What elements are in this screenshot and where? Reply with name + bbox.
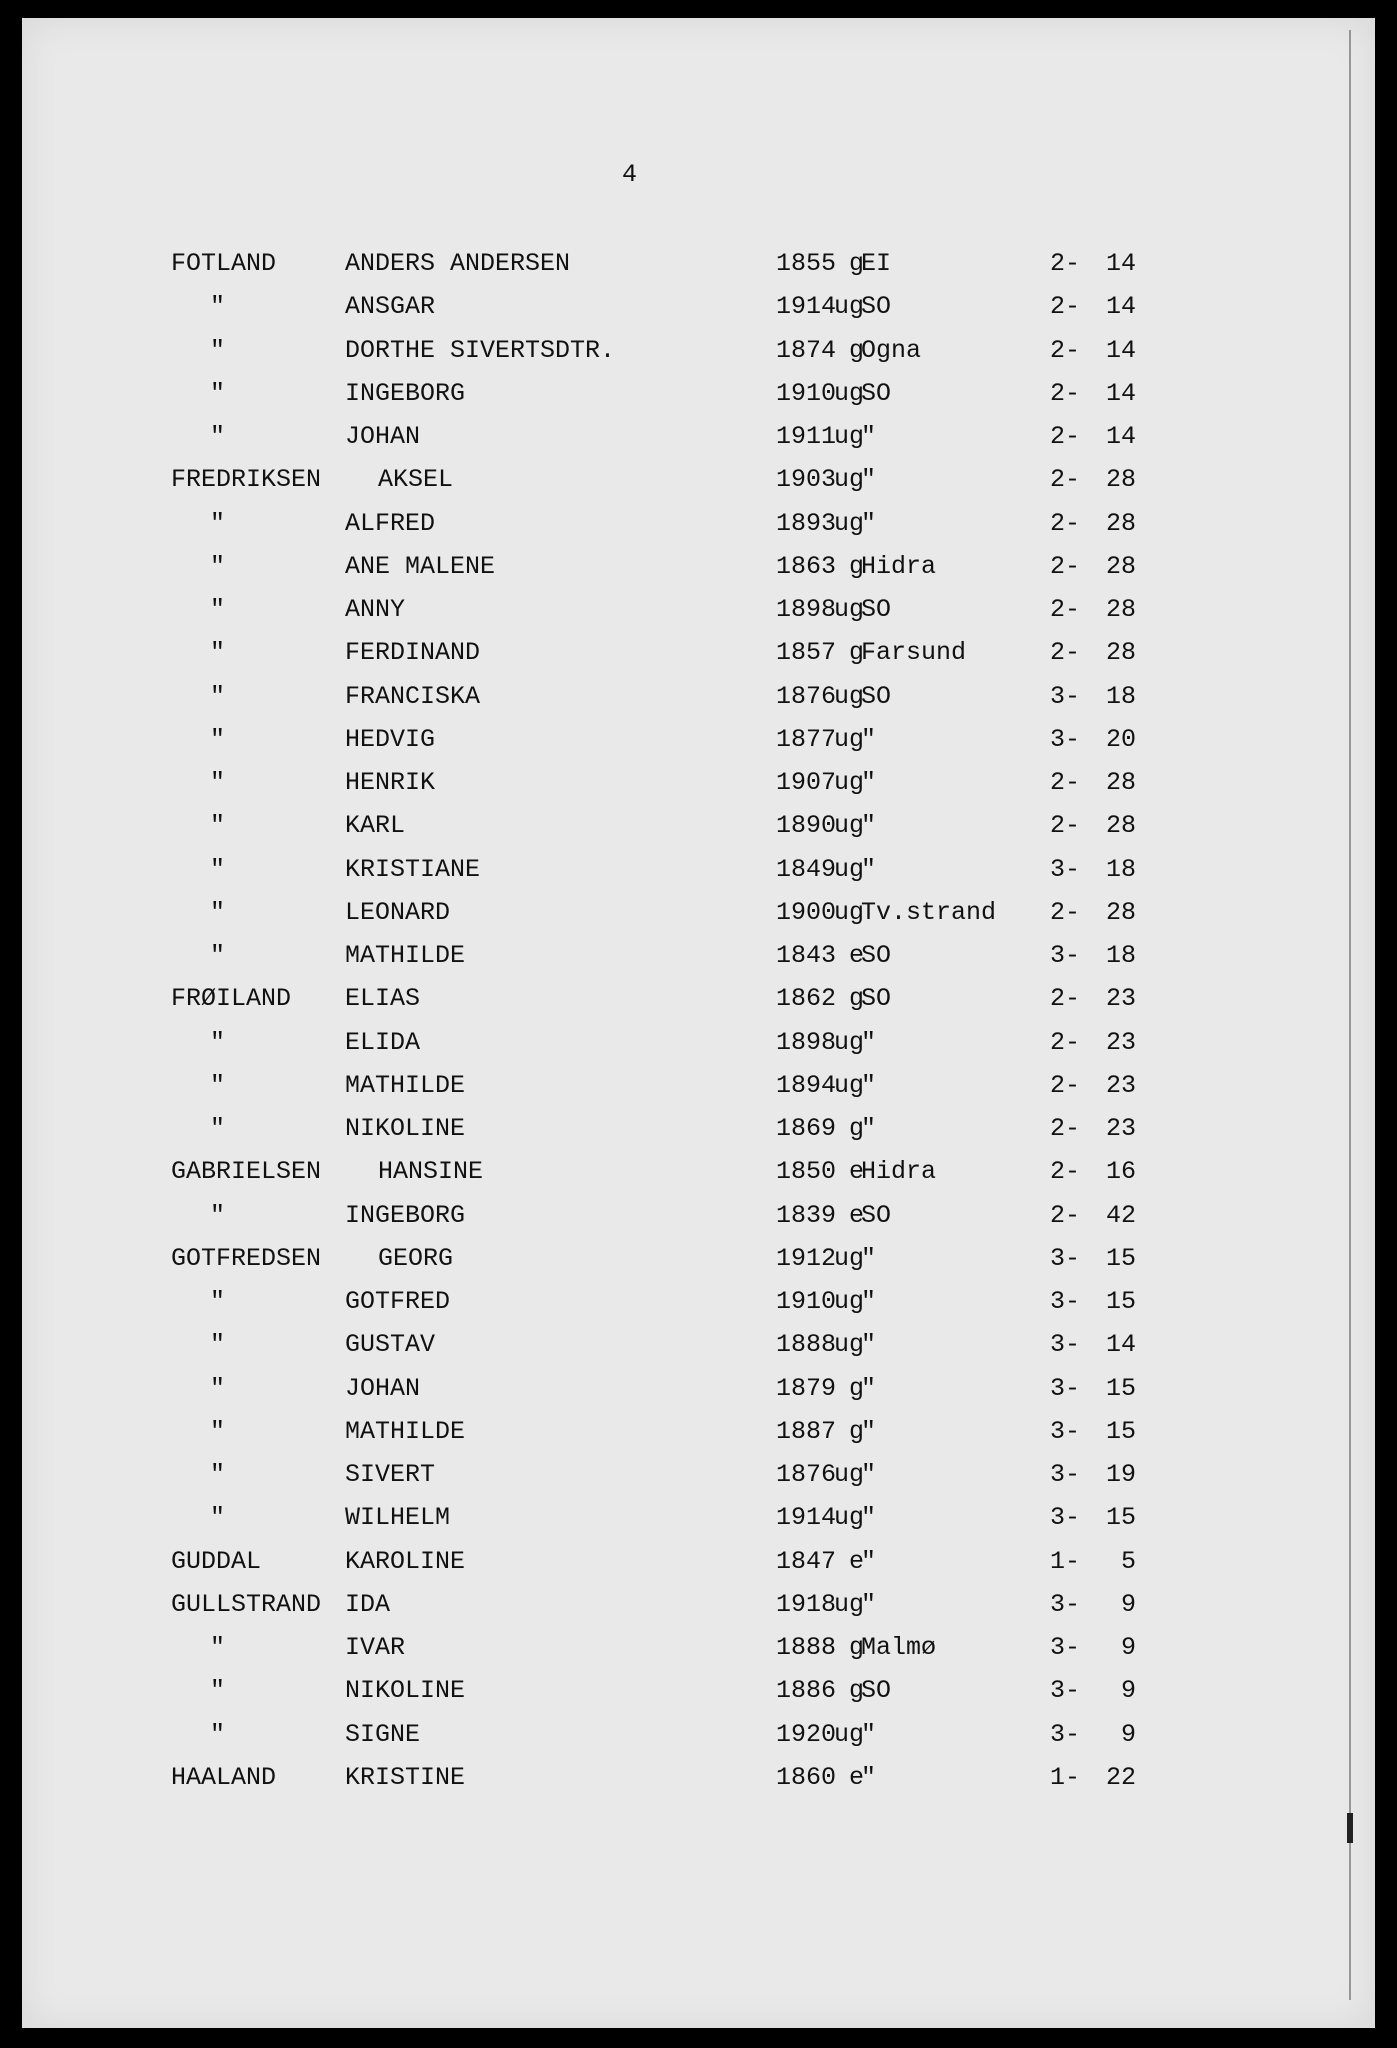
register-row — [0, 1367, 1397, 1410]
reference-cell: 3- — [1050, 1287, 1081, 1316]
register-row — [0, 1626, 1397, 1669]
reference-cell: 2- — [1050, 249, 1081, 278]
given-name-cell: NIKOLINE — [345, 1676, 466, 1706]
register-row — [0, 1713, 1397, 1756]
place-cell: " — [861, 768, 877, 797]
ditto-mark: " — [210, 1027, 226, 1057]
given-name-cell: IVAR — [345, 1633, 406, 1662]
register-row — [0, 631, 1397, 674]
place-cell: " — [861, 1373, 877, 1403]
reference-cell: 3- — [1050, 1416, 1081, 1446]
register-row — [0, 804, 1397, 847]
given-name-cell: ALFRED — [345, 508, 436, 538]
reference-cell: 2- — [1050, 292, 1081, 322]
reference-number-cell: 42 — [1105, 1200, 1136, 1230]
year-cell: 1887 — [776, 1416, 837, 1446]
reference-cell: 2- — [1050, 1070, 1081, 1100]
year-cell: 1843 — [776, 941, 837, 970]
place-cell: Ogna — [861, 335, 922, 365]
given-name-cell: SIVERT — [345, 1460, 436, 1489]
reference-cell: 2- — [1050, 465, 1081, 495]
given-name-cell: KAROLINE — [345, 1546, 466, 1576]
given-name-cell: KRISTIANE — [345, 854, 481, 884]
reference-number-cell: 5 — [1120, 1546, 1136, 1576]
status-cell: ug — [833, 1589, 864, 1619]
reference-number-cell: 9 — [1120, 1589, 1136, 1619]
status-cell: ug — [833, 897, 864, 927]
given-name-cell: WILHELM — [345, 1503, 451, 1533]
register-row — [0, 1021, 1397, 1064]
reference-number-cell: 15 — [1105, 1416, 1136, 1446]
place-cell: " — [861, 1114, 877, 1143]
register-row — [0, 285, 1397, 328]
reference-number-cell: 18 — [1105, 681, 1136, 711]
place-cell: " — [861, 1460, 877, 1489]
status-cell: g — [848, 335, 864, 365]
place-cell: " — [861, 1589, 877, 1619]
place-cell: Malmø — [861, 1633, 937, 1662]
ditto-mark: " — [210, 508, 226, 538]
status-cell: g — [848, 984, 864, 1014]
year-cell: 1876 — [776, 681, 837, 711]
reference-cell: 2- — [1050, 595, 1081, 624]
reference-number-cell: 14 — [1105, 378, 1136, 408]
page-number: 4 — [622, 160, 638, 189]
year-cell: 1869 — [776, 1114, 837, 1143]
place-cell: SO — [861, 378, 892, 408]
year-cell: 1850 — [776, 1157, 837, 1187]
ditto-mark: " — [210, 1287, 226, 1316]
status-cell: g — [848, 1114, 864, 1143]
given-name-cell: FRANCISKA — [345, 681, 481, 711]
place-cell: " — [861, 1027, 877, 1057]
year-cell: 1918 — [776, 1589, 837, 1619]
status-cell: e — [848, 1546, 864, 1576]
ditto-mark: " — [210, 1460, 226, 1489]
status-cell: g — [848, 551, 864, 581]
surname-cell: GABRIELSEN — [171, 1157, 322, 1187]
ditto-mark: " — [210, 1200, 226, 1230]
reference-number-cell: 9 — [1120, 1719, 1136, 1749]
given-name-cell: GUSTAV — [345, 1330, 436, 1360]
ditto-mark: " — [210, 1330, 226, 1360]
reference-cell: 3- — [1050, 1676, 1081, 1706]
place-cell: Tv.strand — [861, 897, 997, 927]
place-cell: SO — [861, 984, 892, 1014]
ditto-mark: " — [210, 681, 226, 711]
place-cell: " — [861, 1416, 877, 1446]
ditto-mark: " — [210, 1416, 226, 1446]
year-cell: 1879 — [776, 1373, 837, 1403]
year-cell: 1903 — [776, 465, 837, 495]
ditto-mark: " — [210, 811, 226, 841]
reference-number-cell: 28 — [1105, 768, 1136, 797]
reference-number-cell: 18 — [1105, 854, 1136, 884]
surname-cell: FOTLAND — [171, 249, 277, 278]
year-cell: 1890 — [776, 811, 837, 841]
status-cell: g — [848, 249, 864, 278]
reference-cell: 2- — [1050, 768, 1081, 797]
reference-number-cell: 28 — [1105, 508, 1136, 538]
reference-cell: 3- — [1050, 1330, 1081, 1360]
status-cell: ug — [833, 1460, 864, 1489]
reference-cell: 3- — [1050, 724, 1081, 754]
given-name-cell: ANDERS ANDERSEN — [345, 249, 571, 278]
register-row — [0, 458, 1397, 501]
reference-number-cell: 15 — [1105, 1373, 1136, 1403]
year-cell: 1862 — [776, 984, 837, 1014]
scan-edge-mark — [1347, 1813, 1353, 1843]
reference-cell: 3- — [1050, 854, 1081, 884]
reference-number-cell: 9 — [1120, 1633, 1136, 1662]
reference-number-cell: 14 — [1105, 335, 1136, 365]
place-cell: " — [861, 1762, 877, 1792]
reference-number-cell: 9 — [1120, 1676, 1136, 1706]
ditto-mark: " — [210, 1719, 226, 1749]
given-name-cell: GOTFRED — [345, 1287, 451, 1316]
given-name-cell: MATHILDE — [345, 941, 466, 970]
year-cell: 1898 — [776, 1027, 837, 1057]
place-cell: " — [861, 1330, 877, 1360]
given-name-cell: HEDVIG — [345, 724, 436, 754]
reference-number-cell: 15 — [1105, 1287, 1136, 1316]
reference-number-cell: 15 — [1105, 1243, 1136, 1273]
ditto-mark: " — [210, 422, 226, 451]
reference-cell: 3- — [1050, 941, 1081, 970]
ditto-mark: " — [210, 1114, 226, 1143]
reference-cell: 2- — [1050, 1157, 1081, 1187]
reference-number-cell: 28 — [1105, 465, 1136, 495]
status-cell: ug — [833, 1070, 864, 1100]
status-cell: ug — [833, 854, 864, 884]
year-cell: 1849 — [776, 854, 837, 884]
given-name-cell: ANNY — [345, 595, 406, 624]
reference-number-cell: 28 — [1105, 897, 1136, 927]
given-name-cell: HENRIK — [345, 768, 436, 797]
place-cell: SO — [861, 1200, 892, 1230]
year-cell: 1886 — [776, 1676, 837, 1706]
given-name-cell: KARL — [345, 811, 406, 841]
surname-cell: GUDDAL — [171, 1546, 262, 1576]
status-cell: ug — [833, 292, 864, 322]
reference-cell: 1- — [1050, 1546, 1081, 1576]
place-cell: " — [861, 1243, 877, 1273]
given-name-cell: GEORG — [378, 1243, 454, 1273]
reference-cell: 3- — [1050, 1503, 1081, 1533]
status-cell: g — [848, 1676, 864, 1706]
register-row — [0, 761, 1397, 804]
reference-number-cell: 14 — [1105, 422, 1136, 451]
year-cell: 1855 — [776, 249, 837, 278]
reference-cell: 2- — [1050, 378, 1081, 408]
reference-cell: 2- — [1050, 1114, 1081, 1143]
year-cell: 1893 — [776, 508, 837, 538]
status-cell: ug — [833, 681, 864, 711]
status-cell: e — [848, 941, 864, 970]
year-cell: 1894 — [776, 1070, 837, 1100]
register-row — [0, 372, 1397, 415]
place-cell: Farsund — [861, 638, 967, 668]
register-row — [0, 1064, 1397, 1107]
given-name-cell: FERDINAND — [345, 638, 481, 668]
reference-cell: 2- — [1050, 551, 1081, 581]
place-cell: " — [861, 811, 877, 841]
place-cell: " — [861, 724, 877, 754]
ditto-mark: " — [210, 1633, 226, 1662]
reference-cell: 3- — [1050, 1719, 1081, 1749]
place-cell: " — [861, 508, 877, 538]
reference-number-cell: 28 — [1105, 551, 1136, 581]
status-cell: e — [848, 1157, 864, 1187]
register-row — [0, 934, 1397, 977]
ditto-mark: " — [210, 335, 226, 365]
place-cell: SO — [861, 292, 892, 322]
place-cell: SO — [861, 595, 892, 624]
register-row — [0, 1583, 1397, 1626]
year-cell: 1898 — [776, 595, 837, 624]
year-cell: 1877 — [776, 724, 837, 754]
year-cell: 1912 — [776, 1243, 837, 1273]
status-cell: ug — [833, 378, 864, 408]
reference-number-cell: 23 — [1105, 1070, 1136, 1100]
register-row — [0, 1540, 1397, 1583]
status-cell: ug — [833, 1287, 864, 1316]
surname-cell: GULLSTRAND — [171, 1589, 322, 1619]
status-cell: g — [848, 638, 864, 668]
register-row — [0, 502, 1397, 545]
register-row — [0, 675, 1397, 718]
status-cell: ug — [833, 1719, 864, 1749]
register-row — [0, 588, 1397, 631]
reference-number-cell: 28 — [1105, 638, 1136, 668]
given-name-cell: MATHILDE — [345, 1416, 466, 1446]
register-row — [0, 1194, 1397, 1237]
status-cell: ug — [833, 422, 864, 451]
reference-cell: 2- — [1050, 984, 1081, 1014]
reference-number-cell: 22 — [1105, 1762, 1136, 1792]
reference-number-cell: 18 — [1105, 941, 1136, 970]
status-cell: ug — [833, 1027, 864, 1057]
year-cell: 1914 — [776, 292, 837, 322]
ditto-mark: " — [210, 378, 226, 408]
place-cell: Hidra — [861, 551, 937, 581]
given-name-cell: ELIAS — [345, 984, 421, 1014]
status-cell: ug — [833, 508, 864, 538]
ditto-mark: " — [210, 854, 226, 884]
status-cell: ug — [833, 595, 864, 624]
status-cell: g — [848, 1373, 864, 1403]
register-row — [0, 329, 1397, 372]
given-name-cell: HANSINE — [378, 1157, 484, 1187]
place-cell: " — [861, 1503, 877, 1533]
given-name-cell: DORTHE SIVERTSDTR. — [345, 335, 616, 365]
place-cell: SO — [861, 941, 892, 970]
register-list — [0, 242, 1397, 1799]
ditto-mark: " — [210, 551, 226, 581]
register-row — [0, 1323, 1397, 1366]
status-cell: g — [848, 1416, 864, 1446]
register-row — [0, 1280, 1397, 1323]
given-name-cell: MATHILDE — [345, 1070, 466, 1100]
year-cell: 1874 — [776, 335, 837, 365]
surname-cell: FRØILAND — [171, 984, 292, 1014]
reference-cell: 2- — [1050, 508, 1081, 538]
surname-cell: FREDRIKSEN — [171, 465, 322, 495]
year-cell: 1888 — [776, 1330, 837, 1360]
year-cell: 1914 — [776, 1503, 837, 1533]
given-name-cell: IDA — [345, 1589, 391, 1619]
given-name-cell: INGEBORG — [345, 378, 466, 408]
given-name-cell: JOHAN — [345, 422, 421, 451]
given-name-cell: JOHAN — [345, 1373, 421, 1403]
reference-cell: 2- — [1050, 422, 1081, 451]
given-name-cell: ELIDA — [345, 1027, 421, 1057]
year-cell: 1857 — [776, 638, 837, 668]
reference-cell: 3- — [1050, 681, 1081, 711]
ditto-mark: " — [210, 1676, 226, 1706]
status-cell: ug — [833, 1503, 864, 1533]
register-row — [0, 1453, 1397, 1496]
reference-number-cell: 28 — [1105, 595, 1136, 624]
given-name-cell: SIGNE — [345, 1719, 421, 1749]
year-cell: 1860 — [776, 1762, 837, 1792]
register-row — [0, 1410, 1397, 1453]
year-cell: 1900 — [776, 897, 837, 927]
given-name-cell: AKSEL — [378, 465, 454, 495]
year-cell: 1847 — [776, 1546, 837, 1576]
given-name-cell: LEONARD — [345, 897, 451, 927]
reference-cell: 1- — [1050, 1762, 1081, 1792]
register-row — [0, 545, 1397, 588]
reference-number-cell: 23 — [1105, 1114, 1136, 1143]
reference-number-cell: 14 — [1105, 1330, 1136, 1360]
place-cell: " — [861, 422, 877, 451]
reference-number-cell: 23 — [1105, 984, 1136, 1014]
reference-cell: 2- — [1050, 897, 1081, 927]
reference-number-cell: 28 — [1105, 811, 1136, 841]
reference-cell: 2- — [1050, 1027, 1081, 1057]
year-cell: 1839 — [776, 1200, 837, 1230]
register-row — [0, 848, 1397, 891]
place-cell: SO — [861, 681, 892, 711]
status-cell: ug — [833, 465, 864, 495]
register-row — [0, 1669, 1397, 1712]
status-cell: ug — [833, 768, 864, 797]
register-row — [0, 891, 1397, 934]
place-cell: " — [861, 1546, 877, 1576]
ditto-mark: " — [210, 724, 226, 754]
reference-cell: 2- — [1050, 811, 1081, 841]
year-cell: 1911 — [776, 422, 837, 451]
reference-number-cell: 20 — [1105, 724, 1136, 754]
reference-cell: 2- — [1050, 638, 1081, 668]
register-row — [0, 977, 1397, 1020]
reference-cell: 2- — [1050, 335, 1081, 365]
year-cell: 1888 — [776, 1633, 837, 1662]
ditto-mark: " — [210, 1503, 226, 1533]
reference-cell: 3- — [1050, 1373, 1081, 1403]
ditto-mark: " — [210, 897, 226, 927]
place-cell: Hidra — [861, 1157, 937, 1187]
year-cell: 1910 — [776, 378, 837, 408]
given-name-cell: ANE MALENE — [345, 551, 496, 581]
reference-number-cell: 14 — [1105, 249, 1136, 278]
surname-cell: GOTFREDSEN — [171, 1243, 322, 1273]
status-cell: e — [848, 1200, 864, 1230]
reference-number-cell: 23 — [1105, 1027, 1136, 1057]
status-cell: ug — [833, 811, 864, 841]
ditto-mark: " — [210, 638, 226, 668]
ditto-mark: " — [210, 1373, 226, 1403]
reference-cell: 3- — [1050, 1243, 1081, 1273]
place-cell: SO — [861, 1676, 892, 1706]
reference-cell: 3- — [1050, 1633, 1081, 1662]
year-cell: 1863 — [776, 551, 837, 581]
reference-cell: 3- — [1050, 1589, 1081, 1619]
status-cell: ug — [833, 1243, 864, 1273]
reference-cell: 2- — [1050, 1200, 1081, 1230]
year-cell: 1876 — [776, 1460, 837, 1489]
reference-number-cell: 14 — [1105, 292, 1136, 322]
register-row — [0, 242, 1397, 285]
place-cell: " — [861, 1070, 877, 1100]
register-row — [0, 1756, 1397, 1799]
register-row — [0, 718, 1397, 761]
register-row — [0, 415, 1397, 458]
status-cell: g — [848, 1633, 864, 1662]
place-cell: " — [861, 1287, 877, 1316]
year-cell: 1920 — [776, 1719, 837, 1749]
place-cell: " — [861, 465, 877, 495]
place-cell: " — [861, 1719, 877, 1749]
surname-cell: HAALAND — [171, 1762, 277, 1792]
register-row — [0, 1237, 1397, 1280]
reference-number-cell: 16 — [1105, 1157, 1136, 1187]
status-cell: e — [848, 1762, 864, 1792]
year-cell: 1910 — [776, 1287, 837, 1316]
ditto-mark: " — [210, 292, 226, 322]
ditto-mark: " — [210, 1070, 226, 1100]
given-name-cell: ANSGAR — [345, 292, 436, 322]
register-row — [0, 1107, 1397, 1150]
status-cell: ug — [833, 1330, 864, 1360]
given-name-cell: INGEBORG — [345, 1200, 466, 1230]
register-row — [0, 1496, 1397, 1539]
place-cell: EI — [861, 249, 892, 278]
ditto-mark: " — [210, 768, 226, 797]
reference-cell: 3- — [1050, 1460, 1081, 1489]
reference-number-cell: 19 — [1105, 1460, 1136, 1489]
given-name-cell: NIKOLINE — [345, 1114, 466, 1143]
register-row — [0, 1150, 1397, 1193]
year-cell: 1907 — [776, 768, 837, 797]
given-name-cell: KRISTINE — [345, 1762, 466, 1792]
reference-number-cell: 15 — [1105, 1503, 1136, 1533]
ditto-mark: " — [210, 595, 226, 624]
status-cell: ug — [833, 724, 864, 754]
place-cell: " — [861, 854, 877, 884]
ditto-mark: " — [210, 941, 226, 970]
